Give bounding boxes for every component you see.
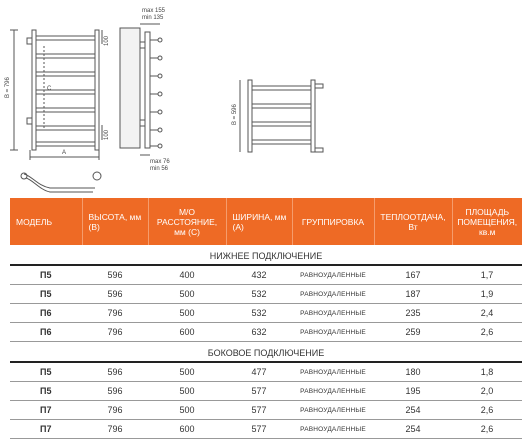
header-height: ВЫСОТА, мм (В)	[82, 198, 148, 245]
cell-center: 500	[148, 362, 226, 382]
cell-power: 195	[374, 382, 452, 401]
header-room-area: ПЛОЩАДЬ ПОМЕЩЕНИЯ, кв.м	[452, 198, 522, 245]
label-100-top: 100	[104, 35, 110, 46]
cell-group: РАВНОУДАЛЕННЫЕ	[292, 304, 374, 323]
cell-power: 167	[374, 265, 452, 285]
bottom-connection-drawing	[21, 172, 101, 192]
cell-power: 254	[374, 420, 452, 439]
cell-height: 796	[82, 304, 148, 323]
section-row-side	[10, 342, 522, 363]
cell-area: 2,0	[452, 382, 522, 401]
cell-width: 577	[226, 401, 292, 420]
cell-height: 596	[82, 382, 148, 401]
towel-rail-drawings	[0, 0, 530, 198]
cell-area: 1,9	[452, 285, 522, 304]
cell-model: П7	[10, 420, 82, 439]
cell-group: РАВНОУДАЛЕННЫЕ	[292, 265, 374, 285]
cell-width: 577	[226, 420, 292, 439]
cell-area: 2,4	[452, 304, 522, 323]
table-row	[10, 285, 522, 304]
header-grouping: ГРУППИРОВКА	[292, 198, 374, 245]
cell-center: 500	[148, 401, 226, 420]
cell-model: П6	[10, 323, 82, 342]
front-view-drawing	[10, 30, 102, 160]
technical-drawings	[0, 0, 530, 198]
label-a: A	[62, 150, 67, 156]
cell-width: 632	[226, 323, 292, 342]
small-model-drawing	[240, 80, 323, 152]
cell-model: П5	[10, 382, 82, 401]
section-title: НИЖНЕЕ ПОДКЛЮЧЕНИЕ	[10, 245, 522, 265]
cell-height: 796	[82, 401, 148, 420]
cell-model: П7	[10, 401, 82, 420]
label-min-56: min 56	[150, 166, 169, 172]
label-100-bottom: 100	[104, 129, 110, 140]
label-b-796: B = 796	[5, 77, 11, 98]
cell-group: РАВНОУДАЛЕННЫЕ	[292, 323, 374, 342]
cell-height: 796	[82, 420, 148, 439]
cell-center: 400	[148, 265, 226, 285]
cell-width: 477	[226, 362, 292, 382]
header-model: МОДЕЛЬ	[10, 198, 82, 245]
table-row	[10, 420, 522, 439]
cell-width: 577	[226, 382, 292, 401]
cell-height: 596	[82, 362, 148, 382]
cell-center: 600	[148, 420, 226, 439]
table-row	[10, 323, 522, 342]
cell-area: 2,6	[452, 323, 522, 342]
cell-model: П5	[10, 362, 82, 382]
cell-area: 1,8	[452, 362, 522, 382]
cell-group: РАВНОУДАЛЕННЫЕ	[292, 285, 374, 304]
cell-center: 500	[148, 304, 226, 323]
table-header-row	[10, 198, 522, 245]
table-row	[10, 362, 522, 382]
cell-group: РАВНОУДАЛЕННЫЕ	[292, 362, 374, 382]
cell-height: 596	[82, 285, 148, 304]
specs-table	[10, 198, 522, 439]
label-max-155: max 155	[142, 8, 166, 14]
cell-width: 532	[226, 285, 292, 304]
header-center-distance: М/О РАССТОЯНИЕ, мм (С)	[148, 198, 226, 245]
cell-model: П5	[10, 265, 82, 285]
label-max-76: max 76	[150, 159, 170, 165]
cell-group: РАВНОУДАЛЕННЫЕ	[292, 382, 374, 401]
cell-power: 259	[374, 323, 452, 342]
cell-height: 796	[82, 323, 148, 342]
header-heat-output: ТЕПЛООТДАЧА, Вт	[374, 198, 452, 245]
cell-model: П5	[10, 285, 82, 304]
cell-group: РАВНОУДАЛЕННЫЕ	[292, 420, 374, 439]
label-min-135: min 135	[142, 15, 164, 21]
cell-center: 500	[148, 382, 226, 401]
table-row	[10, 265, 522, 285]
label-b-596: B = 596	[232, 104, 238, 125]
cell-power: 235	[374, 304, 452, 323]
section-title: БОКОВОЕ ПОДКЛЮЧЕНИЕ	[10, 342, 522, 363]
cell-power: 187	[374, 285, 452, 304]
cell-width: 532	[226, 304, 292, 323]
section-row-bottom	[10, 245, 522, 265]
side-view-drawing	[120, 24, 162, 155]
cell-center: 500	[148, 285, 226, 304]
table-row	[10, 401, 522, 420]
cell-group: РАВНОУДАЛЕННЫЕ	[292, 401, 374, 420]
cell-area: 2,6	[452, 420, 522, 439]
cell-height: 596	[82, 265, 148, 285]
header-width: ШИРИНА, мм (А)	[226, 198, 292, 245]
cell-width: 432	[226, 265, 292, 285]
cell-area: 2,6	[452, 401, 522, 420]
cell-center: 600	[148, 323, 226, 342]
cell-power: 180	[374, 362, 452, 382]
label-c: C	[47, 86, 52, 92]
cell-area: 1,7	[452, 265, 522, 285]
table-row	[10, 382, 522, 401]
table-row	[10, 304, 522, 323]
cell-model: П6	[10, 304, 82, 323]
cell-power: 254	[374, 401, 452, 420]
